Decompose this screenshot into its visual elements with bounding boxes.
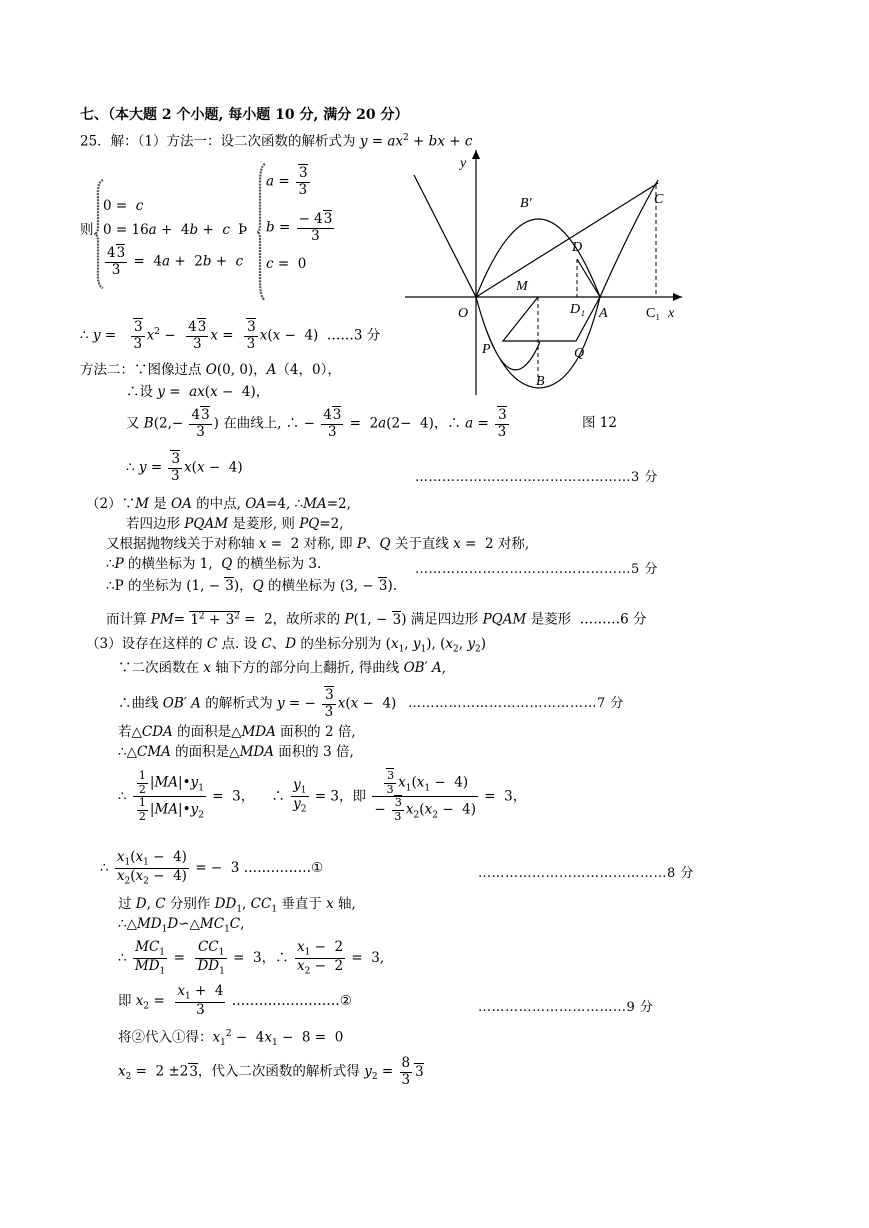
section-title: 七、（本大题 2 个小题, 每小题 10 分, 满分 20 分） bbox=[80, 107, 409, 123]
method2-line-3: 又 B(2,− $\frac{43}{3}$ ) 在曲线上, ∴ − $\frac{43}{3}$ = 2a(2− 4)，∴ a = $\frac{3}{3}$ bbox=[126, 407, 507, 440]
score-9: ……………………………9 分 bbox=[478, 1000, 654, 1015]
part3-line-7: ∴ $\frac{x_1(x_1 - 4)}{x_2(x_2 - 4)}$ = − 3 ……………① bbox=[100, 849, 324, 887]
part3-line-12: 将②代入①得：$x_1^2 - 4x_1 - 8 = 0$ bbox=[118, 1029, 344, 1049]
sys-eq-3: $\frac{43}{3}$ = 4a + 2b + c bbox=[107, 245, 244, 278]
part3-line-1: （3）设存在这样的 C 点. 设 C、D 的坐标分别为 ($x_1$, $y_1$), ($x_2$, $y_2$) bbox=[86, 636, 486, 655]
figure-12 bbox=[400, 145, 690, 400]
label-y: y bbox=[460, 156, 467, 171]
label-A: A bbox=[599, 306, 608, 321]
sol-c: c = 0 bbox=[266, 256, 307, 272]
part3-line-11: 即 $x_2$ = $\frac{x_1 + 4}{3}$ ……………………② bbox=[118, 983, 352, 1019]
figure-caption: 图 12 bbox=[582, 415, 617, 431]
part2-line-6: 而计算 $PM= 1^2 + 3^2 = 2$，故所求的 P(1, − 3) 满足四边形 PQAM 是菱形 ………6 分 bbox=[106, 611, 647, 628]
score-7: ……………………………………7 分 bbox=[408, 696, 624, 711]
label-D1: D₁ bbox=[570, 302, 585, 317]
rhombus-PQAM bbox=[503, 297, 600, 341]
sys-eq-1: 0 = c bbox=[103, 198, 144, 214]
sys-eq-2: 0 = 16a + 4b + c bbox=[103, 222, 230, 238]
part2-line-3: 又根据抛物线关于对称轴 x = 2 对称, 即 P、Q 关于直线 x = 2 对称, bbox=[106, 536, 530, 552]
part3-line-5: ∴△CMA 的面积是△MDA 面积的 3 倍, bbox=[118, 744, 354, 760]
part3-line-9: $\therefore\triangle MD_1D∽\triangle MC_1C$, bbox=[118, 916, 245, 935]
part3-line-3: ∴曲线 OB′ A 的解析式为 y = − $\frac{3}{3}$ x(x − 4) bbox=[118, 687, 397, 720]
method2-line-4: ∴ y = $\frac{3}{3}$ x(x − 4) bbox=[126, 451, 243, 484]
sol-b: b = $\frac{- 43}{3}$ bbox=[266, 211, 333, 244]
method2-line-1: 方法二：∵图像过点 O(0, 0)，A（4，0）， bbox=[80, 362, 341, 378]
score-5: …………………………………………5 分 bbox=[415, 562, 658, 577]
label-B: B bbox=[536, 374, 545, 389]
score-3b: …………………………………………3 分 bbox=[415, 470, 658, 485]
label-Q: Q bbox=[574, 346, 585, 361]
part2-line-5: ∴P 的坐标为 (1, − 3)，Q 的横坐标为 (3, − 3). bbox=[106, 578, 398, 594]
part3-line-2: ∵二次函数在 x 轴下方的部分向上翻折, 得曲线 OB′ A, bbox=[118, 660, 446, 676]
part3-line-8: 过 D, C 分别作 $DD_1$, $CC_1$ 垂直于 x 轴, bbox=[118, 896, 356, 915]
label-x: x bbox=[668, 306, 675, 321]
implies-arrow: Þ bbox=[238, 222, 248, 238]
part2-line-4: ∴P 的横坐标为 1, Q 的横坐标为 3. bbox=[106, 556, 322, 572]
q25-intro: 25．解：（1）方法一：设二次函数的解析式为 $y = ax^2$ + bx + c bbox=[80, 133, 473, 150]
label-B-prime: B′ bbox=[520, 196, 532, 211]
label-P: P bbox=[482, 342, 491, 357]
part3-line-10: ∴ $\frac{MC_1}{MD_1}$ = $\frac{CC_1}{DD_1}$ = 3，∴ $\frac{x_1 - 2}{x_2 - 2}$ = 3, bbox=[118, 939, 385, 977]
parabola-curve bbox=[414, 175, 661, 388]
part3-line-13: $x_2 = 2 \pm 23$，代入二次函数的解析式得 $y_2$ = $\frac{8}{3}$ 3 bbox=[118, 1055, 424, 1088]
score-6: ………6 分 bbox=[579, 611, 647, 628]
part2-line-2: 若四边形 PQAM 是菱形, 则 PQ=2, bbox=[126, 516, 344, 532]
y-axis-arrow bbox=[472, 150, 480, 159]
label-D: D bbox=[572, 240, 583, 255]
label-O: O bbox=[458, 306, 469, 321]
part3-line-6: ∴ $\frac{1}{2}$ $|MA|•y_1$ $\frac{1}{2}$ $|MA|•y_2$ = 3， ∴ $\frac{y_1}{y_2}$ = 3，即 $\frac{3}{3}$ $x_1(x_1 - 4)$ − $\frac{3}{3}$ $x_2(x_2 - 4)$ = 3， bbox=[118, 769, 527, 823]
method2-line-2: ∴设 y = ax(x − 4)， bbox=[126, 384, 270, 400]
part2-line-1: （2）∵M 是 OA 的中点, OA=4, ∴MA=2, bbox=[86, 496, 351, 512]
line-DA bbox=[577, 259, 600, 297]
score-8: ……………………………………8 分 bbox=[478, 866, 694, 881]
label-C1: C₁ bbox=[646, 306, 661, 321]
score-3a: ……3 分 bbox=[326, 327, 381, 344]
line-OC bbox=[476, 183, 658, 297]
sol-a: a = $\frac{3}{3}$ bbox=[266, 165, 308, 198]
label-C: C bbox=[654, 192, 664, 207]
result-line-1: ∴ y = $\frac{3}{3}$ $x^2$ − $\frac{43}{3}$ x = $\frac{3}{3}$ x(x − 4) ……3 分 bbox=[80, 319, 381, 352]
x-axis-arrow bbox=[673, 293, 682, 301]
label-M: M bbox=[516, 279, 528, 294]
then-label: 则 bbox=[80, 222, 94, 238]
part3-line-4: 若△CDA 的面积是△MDA 面积的 2 倍, bbox=[118, 724, 356, 740]
